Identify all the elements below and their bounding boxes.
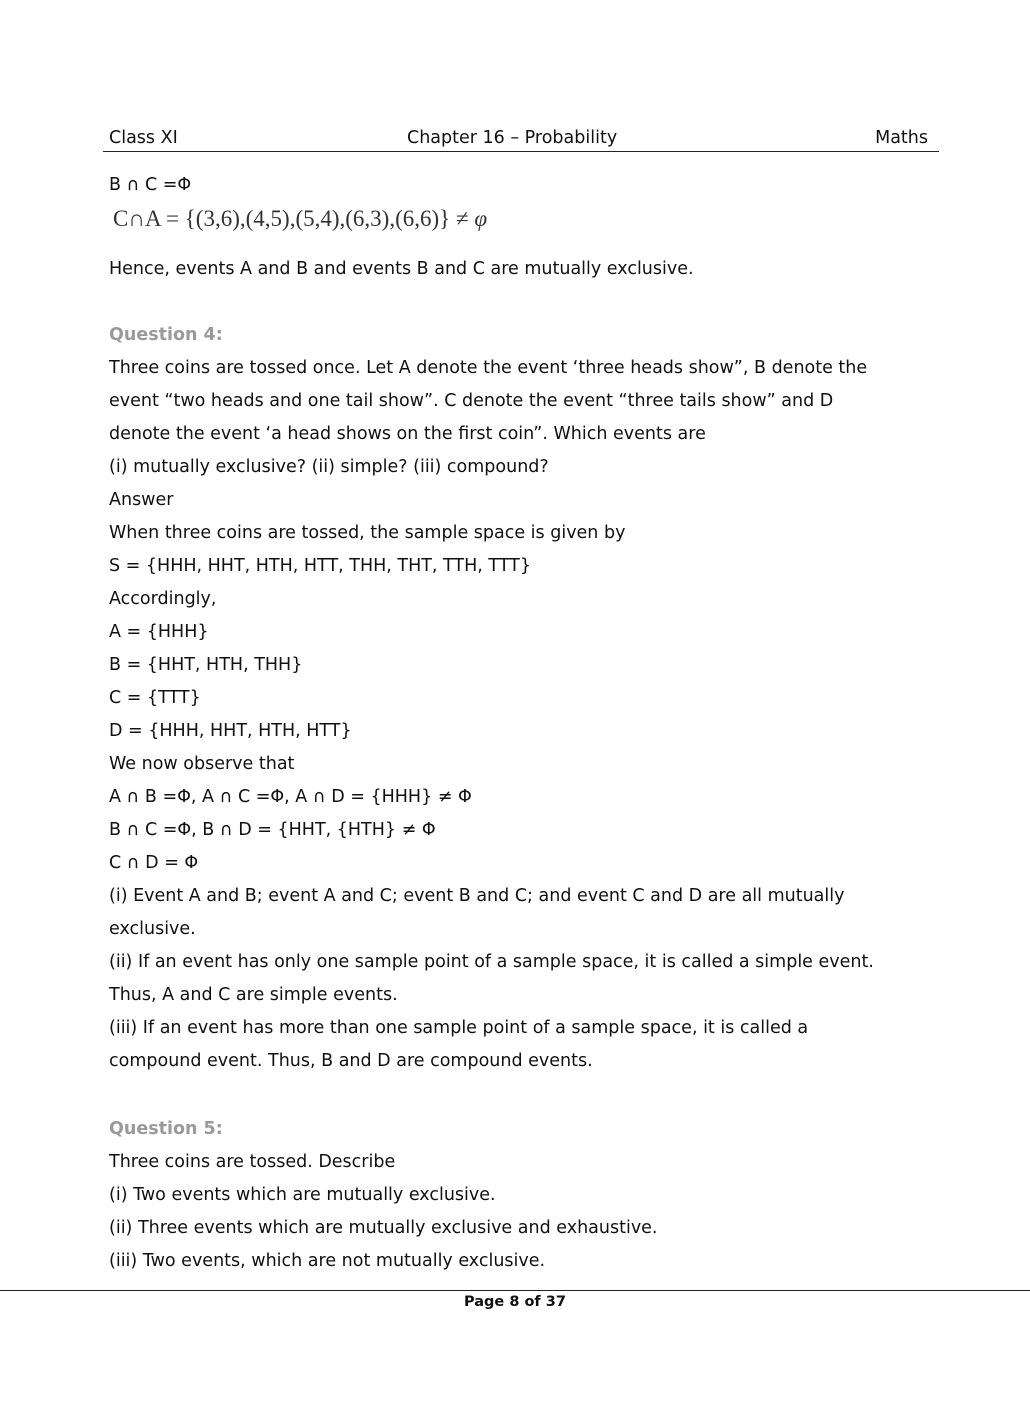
question-5-title: Question 5: xyxy=(109,1119,223,1139)
question-4-title: Question 4: xyxy=(109,325,223,345)
empty-set-symbol: φ xyxy=(474,206,488,231)
answer-line: Accordingly, xyxy=(109,589,217,609)
equation-lhs: C∩A = xyxy=(113,206,185,231)
intersection-line: B ∩ C =Φ, B ∩ D = {HHT, {HTH} ≠ Φ xyxy=(109,820,436,840)
answer-line: Thus, A and C are simple events. xyxy=(109,985,398,1005)
page-header xyxy=(103,127,939,152)
answer-line: compound event. Thus, B and D are compound events. xyxy=(109,1051,593,1071)
question-4-text-line: denote the event ‘a head shows on the first coin”. Which events are xyxy=(109,424,706,444)
answer-label: Answer xyxy=(109,490,174,510)
chapter-title: Chapter 16 – Probability xyxy=(407,128,618,148)
question-5-text-line: (i) Two events which are mutually exclusive. xyxy=(109,1185,496,1205)
equation-relation: ≠ xyxy=(450,206,475,231)
conclusion-text: Hence, events A and B and events B and C are mutually exclusive. xyxy=(109,259,694,279)
answer-line: (i) Event A and B; event A and C; event B and C; and event C and D are all mutually xyxy=(109,886,845,906)
class-label: Class XI xyxy=(109,128,178,148)
question-4-text-line: event “two heads and one tail show”. C denote the event “three tails show” and D xyxy=(109,391,834,411)
answer-line: We now observe that xyxy=(109,754,295,774)
math-equation-c-cap-a xyxy=(113,208,487,230)
question-4-text-line: Three coins are tossed once. Let A denote the event ‘three heads show”, B denote the xyxy=(109,358,868,378)
event-a-set: A = {HHH} xyxy=(109,622,209,642)
answer-line: (ii) If an event has only one sample point of a sample space, it is called a simple event. xyxy=(109,952,874,972)
event-c-set: C = {TTT} xyxy=(109,688,201,708)
answer-line: exclusive. xyxy=(109,919,196,939)
answer-line: (iii) If an event has more than one sample point of a sample space, it is called a xyxy=(109,1018,809,1038)
footer-divider xyxy=(0,1290,1030,1291)
question-5-text-line: (ii) Three events which are mutually exclusive and exhaustive. xyxy=(109,1218,658,1238)
subject-label: Maths xyxy=(875,128,928,148)
intersection-line: A ∩ B =Φ, A ∩ C =Φ, A ∩ D = {HHH} ≠ Φ xyxy=(109,787,472,807)
question-5-text-line: (iii) Two events, which are not mutually exclusive. xyxy=(109,1251,546,1271)
question-4-text-line: (i) mutually exclusive? (ii) simple? (iii) compound? xyxy=(109,457,549,477)
question-5-text-line: Three coins are tossed. Describe xyxy=(109,1152,396,1172)
answer-line: When three coins are tossed, the sample space is given by xyxy=(109,523,626,543)
equation-set: {(3,6),(4,5),(5,4),(6,3),(6,6)} xyxy=(184,206,451,231)
intersection-line: C ∩ D = Φ xyxy=(109,853,199,873)
sample-space: S = {HHH, HHT, HTH, HTT, THH, THT, TTH, TTT} xyxy=(109,556,531,576)
intersection-b-c: B ∩ C =Φ xyxy=(109,175,192,195)
event-b-set: B = {HHT, HTH, THH} xyxy=(109,655,303,675)
event-d-set: D = {HHH, HHT, HTH, HTT} xyxy=(109,721,352,741)
page-number: Page 8 of 37 xyxy=(464,1294,566,1310)
